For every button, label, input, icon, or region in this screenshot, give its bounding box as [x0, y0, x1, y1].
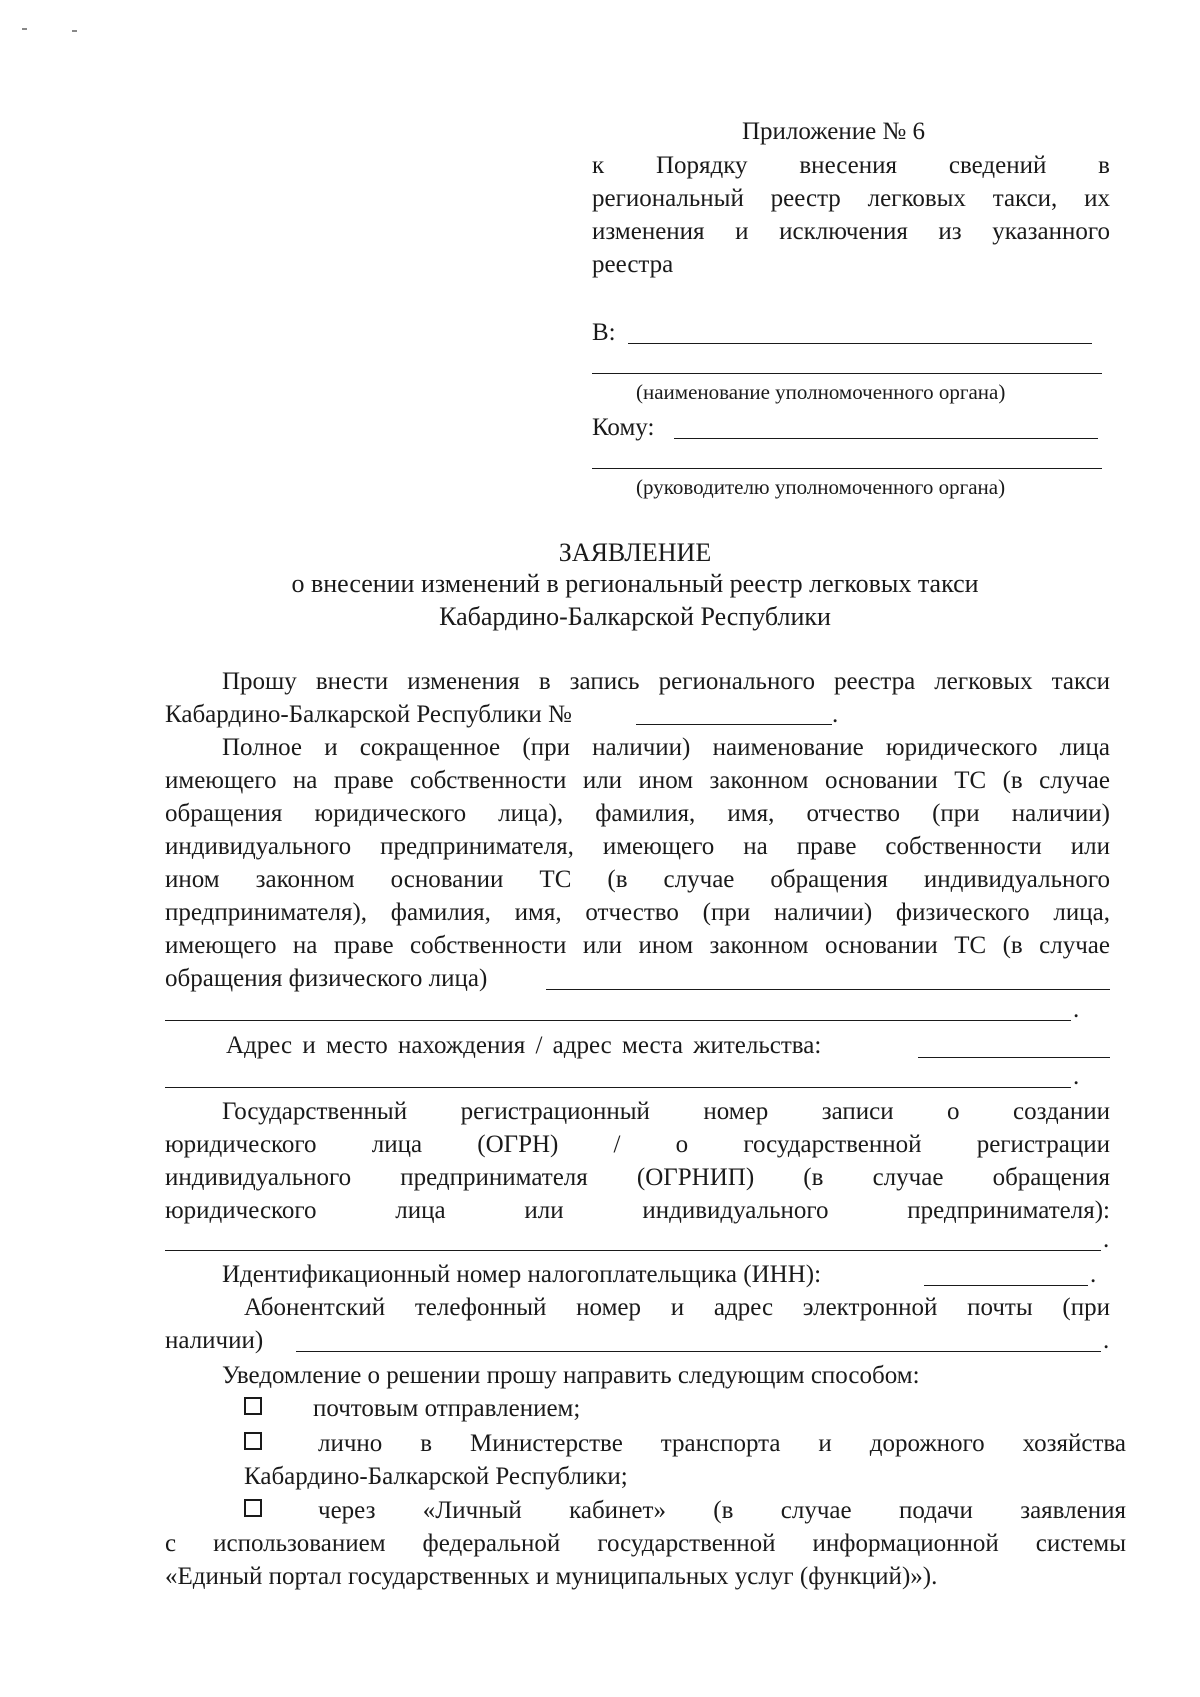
punctuation: . — [1073, 996, 1080, 1023]
address-field[interactable] — [918, 1057, 1110, 1058]
whom-caption: (руководителю уполномоченного органа) — [636, 475, 1006, 499]
option-cabinet-label: через «Личный кабинет» (в случае подачи заявления — [318, 1497, 1126, 1524]
address-label: Адрес и место нахождения / адрес места жительства: — [226, 1032, 822, 1059]
option-post-label: почтовым отправлением; — [313, 1395, 581, 1422]
option-personal-label: лично в Министерстве транспорта и дорожного хозяйства — [318, 1430, 1126, 1457]
document-subtitle: Кабардино-Балкарской Республики — [439, 602, 831, 631]
name-paragraph-line: предпринимателя), фамилия, имя, отчество (при наличии) физического лица, — [165, 899, 1110, 926]
name-paragraph-line: имеющего на праве собственности или ином законном основании ТС (в случае — [165, 932, 1110, 959]
punctuation: . — [1073, 1063, 1080, 1090]
name-paragraph-line: индивидуального предпринимателя, имеющего на праве собственности или — [165, 833, 1110, 860]
phone-label: Абонентский телефонный номер и адрес электронной почты (при — [244, 1294, 1110, 1321]
whom-label: Кому: — [592, 414, 655, 441]
phone-email-field[interactable] — [296, 1351, 1101, 1352]
appendix-ref-line: реестра — [592, 251, 674, 278]
name-paragraph-line: Полное и сокращенное (при наличии) наименование юридического лица — [222, 734, 1110, 761]
ogrn-field[interactable] — [165, 1250, 1101, 1251]
phone-label: наличии) — [165, 1327, 264, 1354]
name-paragraph-line: обращения физического лица) — [165, 965, 488, 992]
registry-number-field[interactable] — [636, 724, 832, 725]
to-field-continuation[interactable] — [592, 373, 1102, 374]
punctuation: . — [1103, 1327, 1110, 1354]
notice-label: Уведомление о решении прошу направить следующим способом: — [222, 1362, 920, 1389]
checkbox-post[interactable] — [244, 1397, 262, 1415]
name-paragraph-line: имеющего на праве собственности или ином законном основании ТС (в случае — [165, 767, 1110, 794]
appendix-number: Приложение № 6 — [742, 118, 926, 145]
ogrn-paragraph-line: юридического лица или индивидуального предпринимателя): — [165, 1197, 1110, 1224]
name-paragraph-line: ином законном основании ТС (в случае обращения индивидуального — [165, 866, 1110, 893]
to-field[interactable] — [628, 343, 1092, 344]
option-cabinet-label: с использованием федеральной государственной информационной системы — [165, 1530, 1126, 1557]
address-field-continuation[interactable] — [165, 1087, 1071, 1088]
ogrn-paragraph-line: Государственный регистрационный номер записи о создании — [222, 1098, 1110, 1125]
scan-speck — [22, 28, 27, 30]
name-paragraph-line: обращения юридического лица), фамилия, имя, отчество (при наличии) — [165, 800, 1110, 827]
document-subtitle: о внесении изменений в региональный реестр легковых такси — [291, 569, 979, 598]
to-caption: (наименование уполномоченного органа) — [636, 380, 1006, 404]
to-label: В: — [592, 319, 616, 346]
punctuation: . — [1103, 1226, 1110, 1253]
checkbox-cabinet[interactable] — [244, 1499, 262, 1517]
appendix-ref-line: региональный реестр легковых такси, их — [592, 185, 1110, 212]
ogrn-paragraph-line: юридического лица (ОГРН) / о государственной регистрации — [165, 1131, 1110, 1158]
option-cabinet-label: «Единый портал государственных и муниципальных услуг (функций)»). — [165, 1563, 938, 1590]
document-title: ЗАЯВЛЕНИЕ — [558, 538, 712, 567]
name-field[interactable] — [546, 989, 1110, 990]
whom-field-continuation[interactable] — [592, 468, 1102, 469]
ogrn-paragraph-line: индивидуального предпринимателя (ОГРНИП) (в случае обращения — [165, 1164, 1110, 1191]
appendix-ref-line: изменения и исключения из указанного — [592, 218, 1110, 245]
request-text: Прошу внести изменения в запись регионального реестра легковых такси — [222, 668, 1110, 695]
whom-field[interactable] — [674, 438, 1098, 439]
scan-speck — [72, 30, 77, 32]
inn-field[interactable] — [924, 1285, 1088, 1286]
name-field-continuation[interactable] — [165, 1020, 1071, 1021]
checkbox-personal[interactable] — [244, 1432, 262, 1450]
request-text: Кабардино-Балкарской Республики № — [165, 701, 572, 728]
option-personal-label: Кабардино-Балкарской Республики; — [244, 1463, 628, 1490]
punctuation: . — [1090, 1261, 1097, 1288]
punctuation: . — [832, 701, 839, 728]
inn-label: Идентификационный номер налогоплательщика (ИНН): — [222, 1261, 822, 1288]
appendix-ref-line: к Порядку внесения сведений в — [592, 152, 1110, 179]
